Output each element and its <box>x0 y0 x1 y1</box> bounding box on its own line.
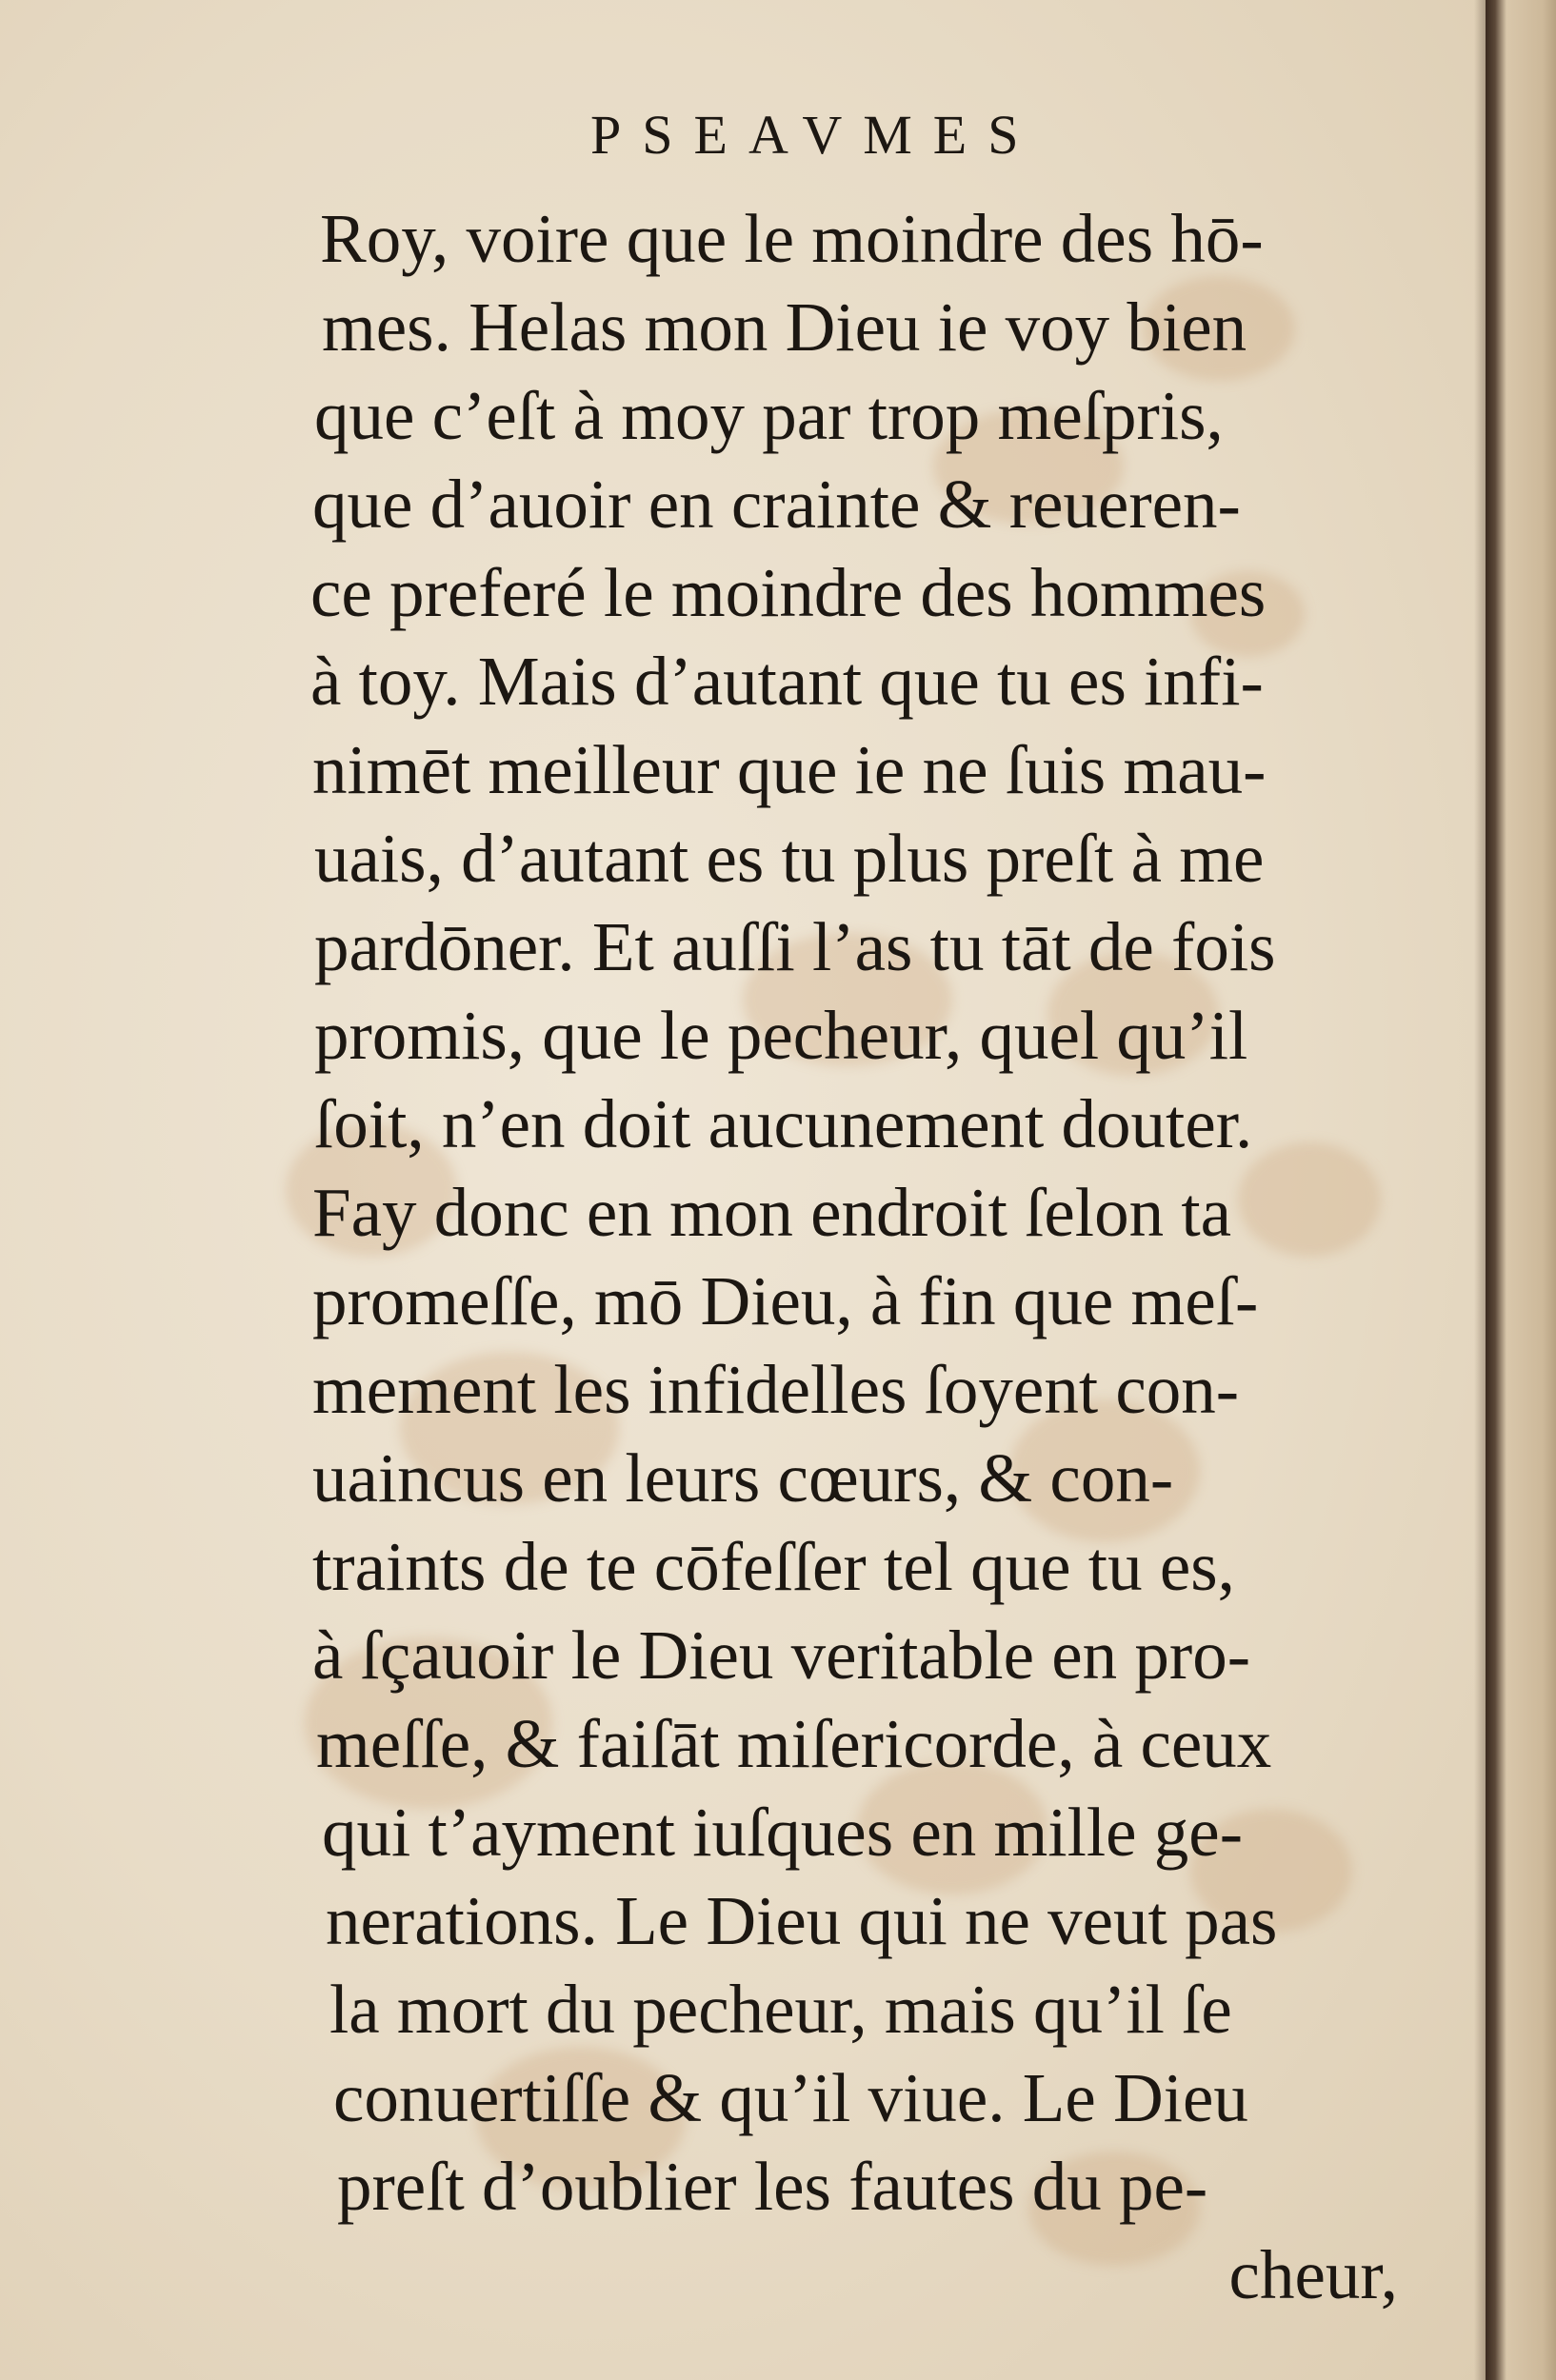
text-line: à toy. Mais d’autant que tu es infi- <box>310 643 1264 720</box>
text-line: promeſſe, mō Dieu, à fin que meſ- <box>312 1262 1259 1339</box>
text-line: Fay donc en mon endroit ſelon ta <box>312 1174 1232 1251</box>
text-line: Roy, voire que le moindre des hō- <box>320 200 1264 277</box>
text-line: la mort du pecheur, mais qu’il ſe <box>329 1971 1232 2048</box>
text-line: qui t’ayment iuſques en mille ge- <box>322 1794 1244 1871</box>
text-line: que d’auoir en crainte & reueren- <box>312 466 1241 543</box>
text-line: ce preferé le moindre des hommes <box>310 554 1267 631</box>
text-line: uais, d’autant es tu plus preſt à me <box>314 820 1265 897</box>
text-line: promis, que le pecheur, quel qu’il <box>314 997 1248 1074</box>
text-line: mement les infidelles ſoyent con- <box>312 1351 1240 1428</box>
text-line: que c’eſt à moy par trop meſpris, <box>314 377 1224 454</box>
text-line: ſoit, n’en doit aucunement douter. <box>314 1085 1253 1162</box>
text-line: nerations. Le Dieu qui ne veut pas <box>326 1882 1278 1959</box>
text-line: conuertiſſe & qu’il viue. Le Dieu <box>333 2059 1248 2136</box>
text-line: meſſe, & faiſāt miſericorde, à ceux <box>316 1705 1272 1782</box>
text-line: mes. Helas mon Dieu ie voy bien <box>322 288 1247 366</box>
text-line: à ſçauoir le Dieu veritable en pro- <box>312 1616 1251 1694</box>
text-line: pardōner. Et auſſi l’as tu tāt de fois <box>314 908 1276 985</box>
text-line: nimēt meilleur que ie ne ſuis mau- <box>312 731 1267 808</box>
page-edge-shadow <box>1474 0 1486 2380</box>
text-line: preſt d’oublier les fautes du pe- <box>337 2148 1208 2225</box>
text-line: traints de te cōfeſſer tel que tu es, <box>312 1528 1235 1605</box>
running-head: PSEAVMES <box>590 104 1040 166</box>
text-line: uaincus en leurs cœurs, & con- <box>312 1439 1174 1517</box>
body-text <box>303 195 1398 2328</box>
book-gutter <box>1486 0 1556 2380</box>
catchword: cheur, <box>1228 2236 1398 2313</box>
